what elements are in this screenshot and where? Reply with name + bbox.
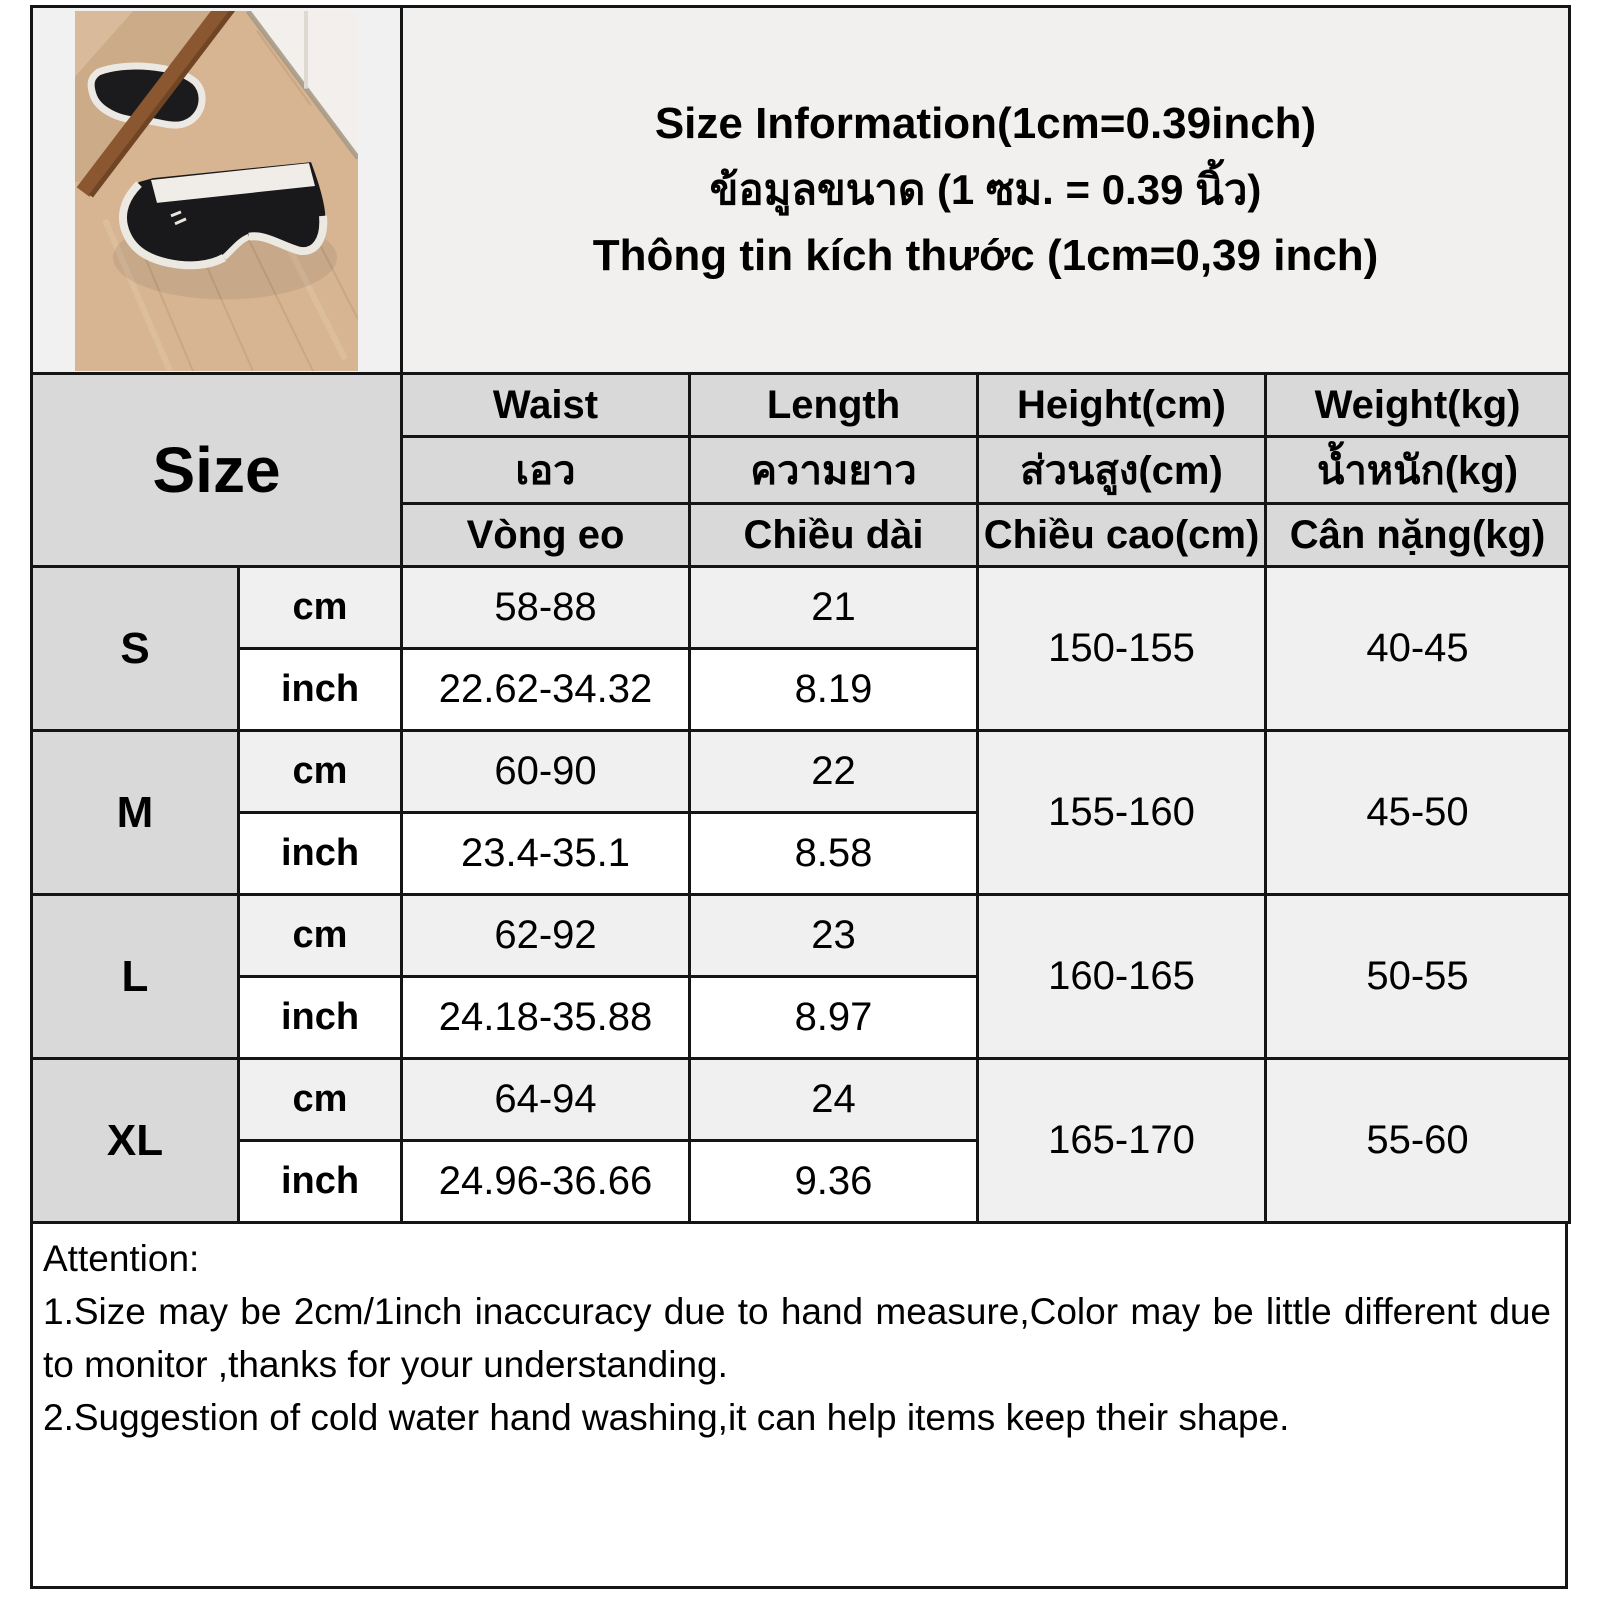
- unit-cm-m: cm: [239, 731, 402, 813]
- col-header-waist-vi: Vòng eo: [402, 504, 690, 567]
- row-xl-cm: [32, 1059, 1570, 1141]
- attention-heading: Attention:: [43, 1238, 200, 1279]
- xl-waist-cm: 64-94: [402, 1059, 690, 1141]
- photo-title-row: [32, 7, 1570, 374]
- unit-inch-m: inch: [239, 813, 402, 895]
- col-header-weight-en: Weight(kg): [1266, 374, 1570, 437]
- size-label-m: M: [32, 731, 239, 895]
- unit-cm-xl: cm: [239, 1059, 402, 1141]
- m-weight: 45-50: [1266, 731, 1570, 895]
- col-header-weight-vi: Cân nặng(kg): [1266, 504, 1570, 567]
- title-thai: ข้อมูลขนาด (1 ซม. = 0.39 นิ้ว): [709, 166, 1262, 213]
- unit-cm-s: cm: [239, 567, 402, 649]
- col-header-waist-th: เอว: [402, 437, 690, 504]
- l-length-cm: 23: [690, 895, 978, 977]
- size-table: [30, 5, 1571, 1224]
- l-weight: 50-55: [1266, 895, 1570, 1059]
- row-s-cm: [32, 567, 1570, 649]
- title-vietnamese: Thông tin kích thước (1cm=0,39 inch): [592, 231, 1379, 280]
- header-row-english: [32, 374, 1570, 437]
- l-waist-inch: 24.18-35.88: [402, 977, 690, 1059]
- xl-waist-inch: 24.96-36.66: [402, 1141, 690, 1223]
- attention-note-2: 2.Suggestion of cold water hand washing,it can help items keep their shape.: [43, 1397, 1290, 1438]
- title-cell: [402, 7, 1570, 374]
- col-header-height-th: ส่วนสูง(cm): [978, 437, 1266, 504]
- s-waist-cm: 58-88: [402, 567, 690, 649]
- product-photo: [75, 11, 358, 371]
- m-length-cm: 22: [690, 731, 978, 813]
- col-header-weight-th: น้ำหนัก(kg): [1266, 437, 1570, 504]
- l-length-inch: 8.97: [690, 977, 978, 1059]
- size-label-xl: XL: [32, 1059, 239, 1223]
- row-m-cm: [32, 731, 1570, 813]
- product-photo-illustration: [75, 11, 358, 371]
- size-header-cell: Size: [32, 374, 402, 567]
- size-label-l: L: [32, 895, 239, 1059]
- m-length-inch: 8.58: [690, 813, 978, 895]
- s-waist-inch: 22.62-34.32: [402, 649, 690, 731]
- s-length-inch: 8.19: [690, 649, 978, 731]
- l-height: 160-165: [978, 895, 1266, 1059]
- unit-inch-xl: inch: [239, 1141, 402, 1223]
- col-header-height-vi: Chiều cao(cm): [978, 504, 1266, 567]
- xl-weight: 55-60: [1266, 1059, 1570, 1223]
- xl-length-inch: 9.36: [690, 1141, 978, 1223]
- s-weight: 40-45: [1266, 567, 1570, 731]
- size-label-s: S: [32, 567, 239, 731]
- row-l-cm: [32, 895, 1570, 977]
- col-header-waist-en: Waist: [402, 374, 690, 437]
- col-header-length-th: ความยาว: [690, 437, 978, 504]
- m-waist-inch: 23.4-35.1: [402, 813, 690, 895]
- m-height: 155-160: [978, 731, 1266, 895]
- col-header-length-vi: Chiều dài: [690, 504, 978, 567]
- unit-cm-l: cm: [239, 895, 402, 977]
- attention-note-1: 1.Size may be 2cm/1inch inaccuracy due to hand measure,Color may be little different due to monitor ,thanks for your understanding.: [43, 1291, 1551, 1385]
- attention-box: [30, 1221, 1568, 1589]
- s-length-cm: 21: [690, 567, 978, 649]
- xl-height: 165-170: [978, 1059, 1266, 1223]
- col-header-length-en: Length: [690, 374, 978, 437]
- unit-inch-l: inch: [239, 977, 402, 1059]
- size-chart-page: [0, 5, 1600, 1605]
- col-header-height-en: Height(cm): [978, 374, 1266, 437]
- xl-length-cm: 24: [690, 1059, 978, 1141]
- product-photo-cell: [32, 7, 402, 374]
- m-waist-cm: 60-90: [402, 731, 690, 813]
- s-height: 150-155: [978, 567, 1266, 731]
- title-english: Size Information(1cm=0.39inch): [654, 99, 1317, 148]
- unit-inch-s: inch: [239, 649, 402, 731]
- l-waist-cm: 62-92: [402, 895, 690, 977]
